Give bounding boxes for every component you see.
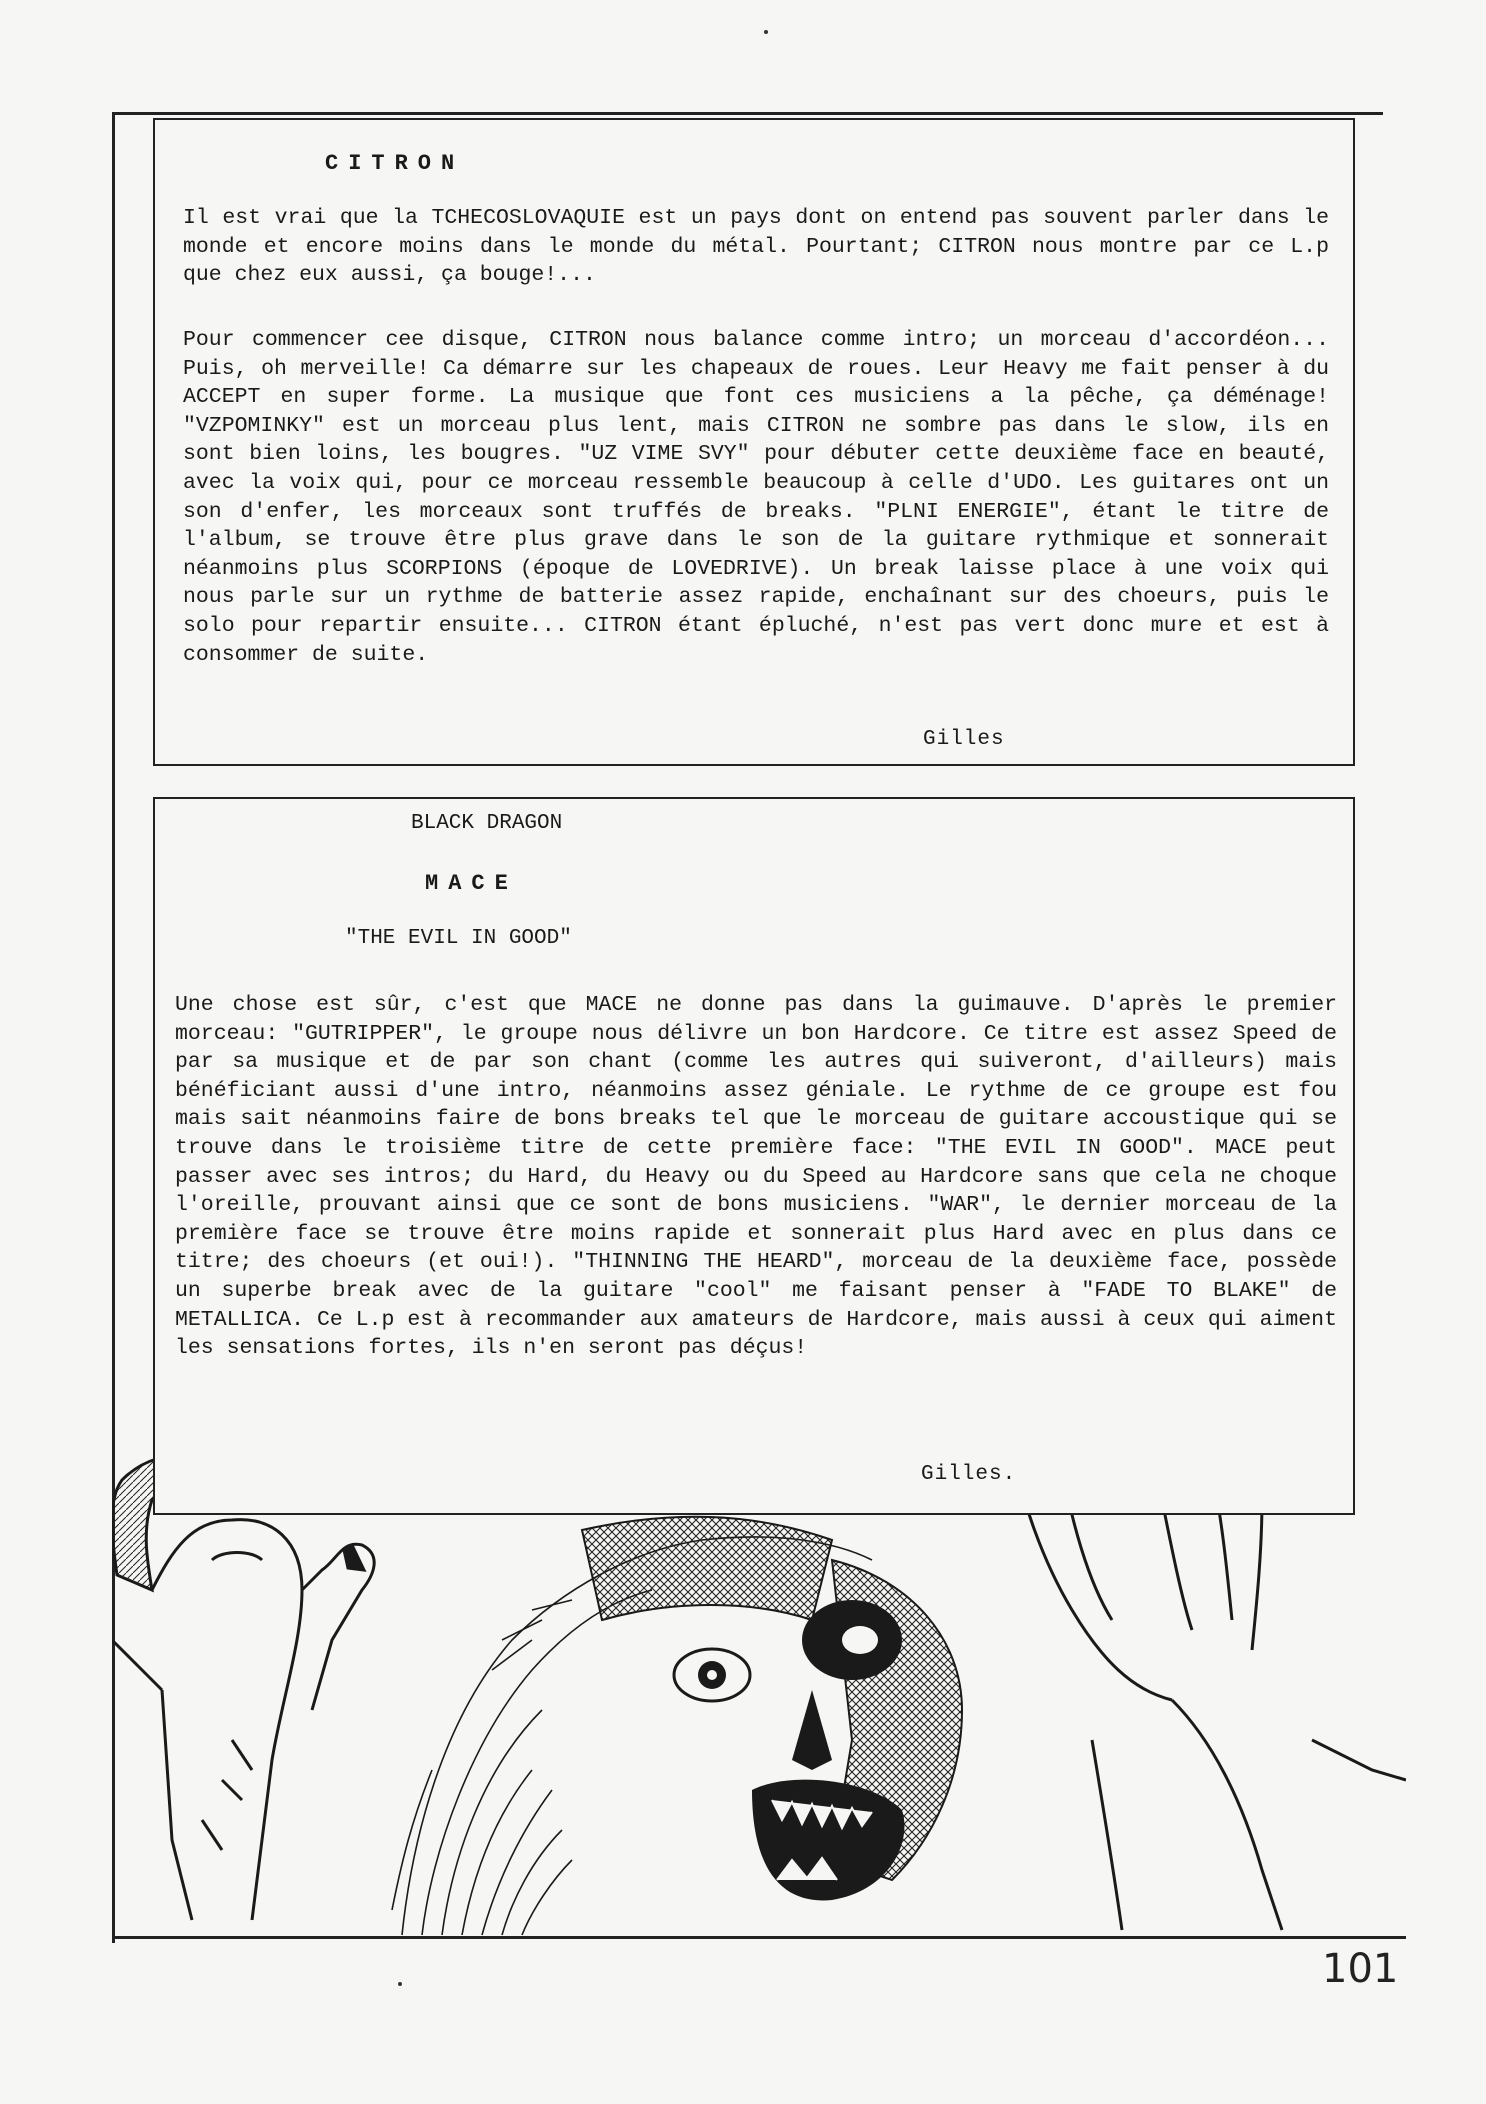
review-paragraph: Une chose est sûr, c'est que MACE ne donne pas dans la guimauve. D'après le premier morceau: "GUTRIPPER", le groupe nous délivre un bon Hardcore. Ce titre est assez Speed de par sa musique et de par son chant (comme les autres qui suiveront, d'ailleurs) mais bénéficiant aussi d'une intro, néanmoins assez géniale. Le rythme de ce groupe est fou mais sait néanmoins faire de bons breaks tel que le morceau de guitare accoustique qui se trouve dans le troisième titre de cette première face: "THE EVIL IN GOOD". MACE peut passer avec ses intros; du Hard, du Heavy ou du Speed au Hardcore sans que cela ne choque l'oreille, prouvant ainsi que ce sont de bons musiciens. "WAR", le dernier morceau de la première face se trouve être moins rapide et sonnerait plus Hard avec en plus dans ce titre; des choeurs (et oui!). "THINNING THE HEARD", morceau de la deuxième face, possède un superbe break avec de la guitare "cool" me faisant penser à "FADE TO BLAKE" de METALLICA. Ce L.p est à recommander aux amateurs de Hardcore, mais aussi à ceux qui aiment les sensations fortes, ils n'en seront pas déçus! xyxy=(175,993,1337,1361)
page-number: 101 xyxy=(1322,1946,1399,1992)
review-mace xyxy=(153,797,1355,1515)
review-title: MACE xyxy=(425,871,518,896)
speck-bottom xyxy=(398,1982,402,1986)
review-title: CITRON xyxy=(325,151,465,176)
label-name: BLACK DRAGON xyxy=(411,812,563,835)
mouth xyxy=(752,1780,904,1901)
speck-top xyxy=(764,30,768,34)
page-frame-bottom-rule xyxy=(112,1936,1406,1939)
nose-skull xyxy=(792,1690,832,1770)
review-signature: Gilles xyxy=(923,728,1005,751)
review-paragraph: Il est vrai que la TCHECOSLOVAQUIE est un pays dont on entend pas souvent parler dans le monde et encore moins dans le monde du métal. Pourtant; CITRON nous montre par ce L.p que chez eux aussi, ça bouge!... xyxy=(183,206,1329,288)
left-hand-drawing xyxy=(112,1456,374,1920)
review-paragraph: Pour commencer cee disque, CITRON nous balance comme intro; un morceau d'accordéon... Puis, oh merveille! Ca démarre sur les chapeaux de roues. Leur Heavy me fait penser à du ACCEPT en super forme. La musique que font ces musiciens a la pêche, ça déménage! "VZPOMINKY" est un morceau plus lent, mais CITRON ne sombre pas dans le slow, ils en sont bien loins, les bougres. "UZ VIME SVY" pour débuter cette deuxième face en beauté, avec la voix qui, pour ce morceau ressemble beaucoup à celle d'UDO. Les guitares ont un son d'enfer, les morceaux sont truffés de breaks. "PLNI ENERGIE", étant le titre de l'album, se trouve être plus grave dans le son de la guitare rythmique et sonnerait néanmoins plus SCORPIONS (époque de LOVEDRIVE). Un break laisse place à une voix qui nous parle sur un rythme de batterie assez rapide, enchaînant sur des choeurs, puis le solo pour repartir ensuite... CITRON étant épluché, n'est pas vert donc mure et est à consommer de suite. xyxy=(183,328,1329,667)
review-citron xyxy=(153,118,1355,766)
forehead-shading xyxy=(582,1517,832,1620)
review-signature: Gilles. xyxy=(921,1463,1017,1486)
album-title: "THE EVIL IN GOOD" xyxy=(345,927,572,950)
